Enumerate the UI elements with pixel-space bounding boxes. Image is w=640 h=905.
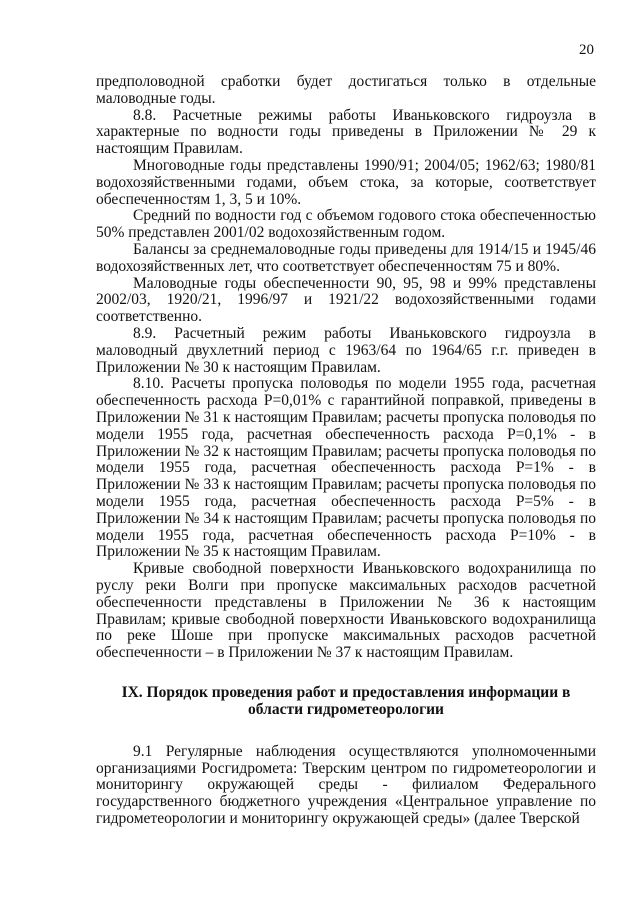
page-number: 20 [579, 42, 594, 58]
section-heading: IX. Порядок проведения работ и предоставления информации в области гидрометеорологии [121, 683, 571, 718]
paragraph-low-water-years: Маловодные годы обеспеченности 90, 95, 98 и 99% представлены 2002/03, 1920/21, 1996/97 и 1921/22 водохозяйственными годами соответственно. [96, 274, 596, 326]
paragraph-mid-low-water-years: Балансы за среднемаловодные годы приведены для 1914/15 и 1945/46 водохозяйственных лет, что соответствует обеспеченностям 75 и 80%. [96, 240, 596, 275]
paragraph-8-8: 8.8. Расчетные режимы работы Иваньковского гидроузла в характерные по водности годы приведены в Приложении № 29 к настоящим Правилам. [96, 106, 596, 158]
paragraph-continuation: предполоводной сработки будет достигаться только в отдельные маловодные годы. [96, 73, 596, 107]
paragraph-9-1: 9.1 Регулярные наблюдения осуществляются уполномоченными организациями Росгидромета: Тверским центром по гидрометеорологии и мониторингу окружающей среды - филиалом Федерального государственного бюджетного учреждения «Центральное управление по гидрометеорологии и мониторингу окружающей среды» (далее Тверской [96, 742, 596, 828]
document-body [96, 74, 596, 828]
paragraph-high-water-years: Многоводные годы представлены 1990/91; 2004/05; 1962/63; 1980/81 водохозяйственными годами, объем стока, за которые, соответствует обеспеченностям 1, 3, 5 и 10%. [96, 156, 596, 208]
paragraph-average-year: Средний по водности год с объемом годового стока обеспеченностью 50% представлен 2001/02 водохозяйственным годом. [96, 207, 596, 242]
paragraph-8-9: 8.9. Расчетный режим работы Иваньковского гидроузла в маловодный двухлетний период с 1963/64 по 1964/65 г.г. приведен в Приложении № 30 к настоящим Правилам. [96, 324, 596, 376]
paragraph-free-surface-curves: Кривые свободной поверхности Иваньковского водохранилища по руслу реки Волги при пропуске максимальных расходов расчетной обеспеченности представлены в Приложении № 36 к настоящим Правилам; кривые свободной поверхности Иваньковского водохранилища по реке Шоше при пропуске максимальных расходов расчетной обеспеченности – в Приложении № 37 к настоящим Правилам. [96, 560, 596, 662]
paragraph-8-10: 8.10. Расчеты пропуска половодья по модели 1955 года, расчетная обеспеченность расхода Р=0,01% с гарантийной поправкой, приведены в Приложении № 31 к настоящим Правилам; расчеты пропуска половодья по модели 1955 года, расчетная обеспеченность расхода Р=0,1% - в Приложении № 32 к настоящим Правилам; расчеты пропуска половодья по модели 1955 года, расчетная обеспеченность расхода Р=1% - в Приложении № 33 к настоящим Правилам; расчеты пропуска половодья по модели 1955 года, расчетная обеспеченность расхода Р=5% - в Приложении № 34 к настоящим Правилам; расчеты пропуска половодья по модели 1955 года, расчетная обеспеченность расхода Р=10% - в Приложении № 35 к настоящим Правилам. [96, 375, 596, 561]
